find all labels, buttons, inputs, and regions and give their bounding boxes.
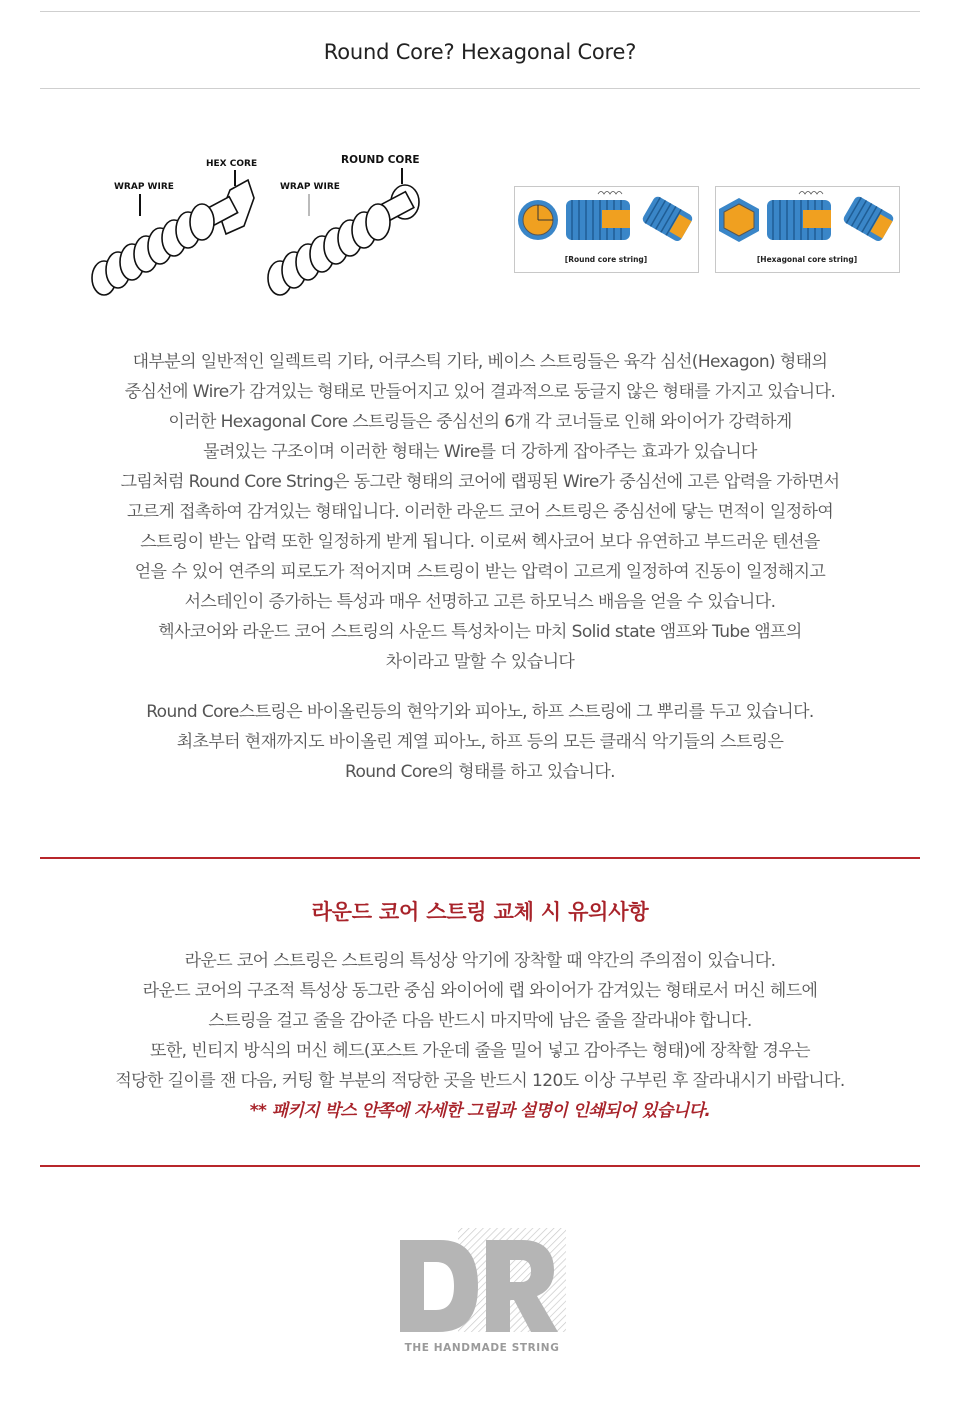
paragraph-line: 또한, 빈티지 방식의 머신 헤드(포스트 가운데 줄을 밀어 넣고 감아주는 형태)에 장착할 경우는: [150, 1041, 810, 1061]
caution-bottom-divider: [40, 1165, 920, 1167]
round-core-caption: [Round core string]: [564, 255, 648, 264]
hex-core-caption: [Hexagonal core string]: [756, 255, 858, 264]
wrap-wire-label-left: WRAP WIRE: [114, 182, 174, 192]
paragraph-line: 최초부터 현재까지도 바이올린 계열 피아노, 하프 등의 모든 클래식 악기들의 스트링은: [176, 732, 784, 752]
hex-core-diagram: [716, 187, 900, 273]
section-title-core: Round Core? Hexagonal Core?: [323, 40, 637, 64]
round-core-diagram: [515, 187, 699, 273]
paragraph-line: 스트링이 받는 압력 또한 일정하게 받게 됩니다. 이로써 헥사코어 보다 유연하고 부드러운 텐션을: [140, 532, 820, 552]
paragraph-line: 대부분의 일반적인 일렉트릭 기타, 어쿠스틱 기타, 베이스 스트링들은 육각 심선(Hexagon) 형태의: [132, 352, 828, 372]
round-core-origin-paragraph: [20, 697, 940, 787]
paragraph-line: 서스테인이 증가하는 특성과 매우 선명하고 고른 하모닉스 배음을 얻을 수 있습니다.: [184, 592, 776, 612]
paragraph-line: 이러한 Hexagonal Core 스트링들은 중심선의 6개 각 코너들로 인해 와이어가 강력하게: [168, 412, 792, 432]
cross-section-diagrams: [514, 186, 904, 274]
logo-tagline: THE HANDMADE STRING: [404, 1342, 560, 1354]
hex-core-string-drawing: [92, 180, 254, 295]
wrap-wire-label-right: WRAP WIRE: [280, 182, 340, 192]
paragraph-line: 중심선에 Wire가 감겨있는 형태로 만들어지고 있어 결과적으로 둥글지 않은 형태를 가지고 있습니다.: [124, 382, 836, 402]
round-core-label: ROUND CORE: [341, 154, 420, 166]
top-divider: [40, 11, 920, 12]
caution-paragraph: [20, 946, 940, 1126]
paragraph-line: 물려있는 구조이며 이러한 형태는 Wire를 더 강하게 잡아주는 효과가 있습니다: [203, 442, 757, 462]
paragraph-line: 그림처럼 Round Core String은 동그란 형태의 코어에 랩핑된 Wire가 중심선에 고른 압력을 가하면서: [120, 472, 840, 492]
paragraph-line: Round Core의 형태를 하고 있습니다.: [345, 762, 615, 782]
package-note: ** 패키지 박스 안쪽에 자세한 그림과 설명이 인쇄되어 있습니다.: [249, 1101, 711, 1121]
paragraph-line: 스트링을 걸고 줄을 감아준 다음 반드시 마지막에 남은 줄을 잘라내야 합니다.: [208, 1011, 752, 1031]
core-description-paragraph: [20, 347, 940, 677]
paragraph-line: 차이라고 말할 수 있습니다: [385, 652, 575, 672]
section-title-caution: 라운드 코어 스트링 교체 시 유의사항: [311, 900, 649, 924]
paragraph-line: 헥사코어와 라운드 코어 스트링의 사운드 특성차이는 마치 Solid state 앰프와 Tube 앰프의: [158, 622, 802, 642]
title-divider: [40, 88, 920, 89]
round-core-string-drawing: [268, 185, 419, 295]
paragraph-line: 라운드 코어의 구조적 특성상 동그란 중심 와이어에 랩 와이어가 감겨있는 형태로서 머신 헤드에: [142, 981, 818, 1001]
paragraph-line: 라운드 코어 스트링은 스트링의 특성상 악기에 장착할 때 약간의 주의점이 있습니다.: [184, 951, 776, 971]
hex-core-label: HEX CORE: [206, 159, 258, 169]
paragraph-line: 얻을 수 있어 연주의 피로도가 적어지며 스트링이 받는 압력이 고르게 일정하여 진동이 일정해지고: [134, 562, 826, 582]
caution-top-divider: [40, 857, 920, 859]
paragraph-line: 고르게 접촉하여 감겨있는 형태입니다. 이러한 라운드 코어 스트링은 중심선에 닿는 면적이 일정하여: [126, 502, 834, 522]
dr-logo: [398, 1228, 566, 1340]
paragraph-line: 적당한 길이를 잰 다음, 커팅 할 부분의 적당한 곳을 반드시 120도 이상 구부린 후 잘라내시기 바랍니다.: [115, 1071, 845, 1091]
paragraph-line: Round Core스트링은 바이올린등의 현악기와 피아노, 하프 스트링에 그 뿌리를 두고 있습니다.: [146, 702, 814, 722]
core-comparison-illustration: [80, 150, 440, 300]
